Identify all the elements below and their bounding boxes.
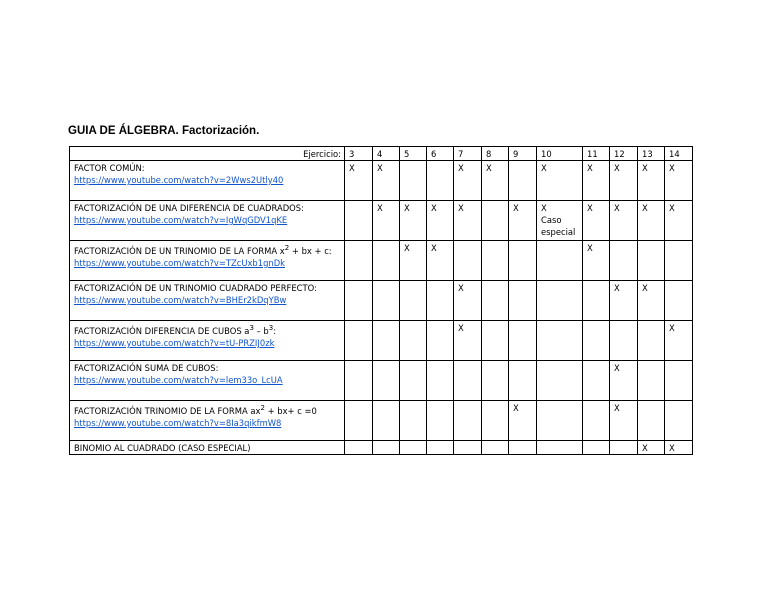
exercise-mark: X	[642, 203, 648, 213]
exercise-mark-cell	[345, 441, 373, 455]
table-row	[70, 201, 693, 241]
exercise-mark: X	[431, 243, 437, 253]
exercise-mark-cell	[638, 441, 665, 455]
topic-title-part: FACTORIZACIÓN DE UN TRINOMIO DE LA FORMA x	[74, 245, 285, 256]
column-header: 3	[345, 147, 373, 161]
exercise-mark-cell	[583, 361, 610, 401]
exercise-mark-cell	[665, 201, 693, 241]
exercise-mark-cell	[665, 361, 693, 401]
topic-title-part: FACTORIZACIÓN TRINOMIO DE LA FORMA ax	[74, 405, 261, 416]
exercise-mark-cell	[345, 201, 373, 241]
exercise-mark-cell	[509, 281, 537, 321]
exercise-mark-cell	[400, 401, 427, 441]
column-header: 6	[427, 147, 454, 161]
table-row	[70, 161, 693, 201]
exercise-mark-cell	[482, 201, 509, 241]
exercise-mark-cell	[454, 361, 482, 401]
exercise-mark-cell	[373, 281, 400, 321]
column-header: 13	[638, 147, 665, 161]
exercise-mark-cell	[610, 201, 638, 241]
exercise-mark-cell	[537, 441, 583, 455]
video-link[interactable]: https://www.youtube.com/watch?v=lem33o_LcUA	[74, 375, 283, 385]
exercise-mark: X	[587, 243, 593, 253]
topic-cell	[70, 321, 345, 361]
topic-title: BINOMIO AL CUADRADO (CASO ESPECIAL)	[74, 443, 251, 453]
exercise-mark: X	[669, 323, 675, 333]
page-title: GUIA DE ÁLGEBRA. Factorización.	[68, 125, 260, 137]
exercise-mark: X	[486, 163, 492, 173]
exercise-mark-cell	[427, 201, 454, 241]
video-link[interactable]: https://www.youtube.com/watch?v=BHEr2kDqYBw	[74, 295, 287, 305]
video-link[interactable]: https://www.youtube.com/watch?v=2Wws2Utly40	[74, 175, 284, 185]
exercise-mark-cell	[482, 161, 509, 201]
topic-title: FACTOR COMÚN:	[74, 163, 145, 173]
exercise-mark-cell	[610, 441, 638, 455]
exercise-mark: X	[642, 283, 648, 293]
exponent: 3	[249, 324, 254, 332]
exercise-mark: X	[404, 203, 410, 213]
column-header: 7	[454, 147, 482, 161]
exercise-mark-cell	[482, 241, 509, 281]
exercise-mark-cell	[583, 441, 610, 455]
exponent: 3	[268, 324, 274, 332]
exercise-mark: X	[669, 163, 675, 173]
exercise-mark-cell	[454, 281, 482, 321]
column-header: 9	[509, 147, 537, 161]
topic-title-part: FACTORIZACIÓN DIFERENCIA DE CUBOS a	[74, 325, 250, 336]
video-link[interactable]: https://www.youtube.com/watch?v=tU-PRZIJ0zk	[74, 337, 275, 348]
exercise-mark-cell	[509, 201, 537, 241]
topic-title-part: + bx + c:	[289, 245, 332, 256]
column-header: 4	[373, 147, 400, 161]
exercise-mark-cell	[537, 161, 583, 201]
exercise-mark-cell	[509, 361, 537, 401]
exercise-mark: X	[377, 163, 383, 173]
topic-cell	[70, 441, 345, 455]
topic-cell	[70, 401, 345, 441]
exercise-mark-cell	[454, 201, 482, 241]
exercise-mark-cell	[373, 241, 400, 281]
exercise-mark-cell	[373, 201, 400, 241]
exercise-mark: X	[614, 203, 620, 213]
exercise-mark-cell	[427, 281, 454, 321]
exercise-mark-cell	[638, 361, 665, 401]
exercise-mark-cell	[400, 321, 427, 361]
exercise-mark-cell	[537, 321, 583, 361]
exercise-mark: X	[513, 203, 519, 213]
exercise-mark-cell	[373, 441, 400, 455]
topic-title: FACTORIZACIÓN SUMA DE CUBOS:	[74, 363, 219, 373]
exercise-mark: X	[431, 203, 437, 213]
table-row	[70, 441, 693, 455]
exercise-mark-cell	[509, 241, 537, 281]
exponent: 2	[284, 244, 290, 252]
exercise-mark: X	[642, 163, 648, 173]
exercise-mark-cell	[454, 161, 482, 201]
exercise-mark-cell	[482, 361, 509, 401]
exercise-mark: X	[513, 403, 519, 413]
column-header: 5	[400, 147, 427, 161]
exercise-mark-cell	[610, 361, 638, 401]
exercise-mark-cell	[454, 321, 482, 361]
exercise-mark: X	[614, 403, 620, 413]
exercise-mark: X	[458, 203, 464, 213]
column-header: 8	[482, 147, 509, 161]
exercise-mark-cell	[345, 241, 373, 281]
exercise-mark-cell	[610, 401, 638, 441]
exercise-mark-cell	[427, 241, 454, 281]
exercise-mark-cell	[583, 241, 610, 281]
topic-title	[74, 246, 332, 256]
exercise-mark-cell	[400, 361, 427, 401]
exercise-mark-cell	[427, 401, 454, 441]
exercise-mark-cell	[583, 321, 610, 361]
exercise-mark-cell	[537, 361, 583, 401]
exercise-mark-cell	[345, 161, 373, 201]
exercise-mark-cell	[610, 241, 638, 281]
exercise-mark: X	[587, 163, 593, 173]
table-row	[70, 321, 693, 361]
exercise-mark-cell	[509, 401, 537, 441]
exercise-mark: X	[642, 443, 648, 453]
exercise-header-label: Ejercicio:	[70, 147, 345, 161]
topic-title-part: – b	[253, 325, 269, 336]
exercise-mark-cell	[454, 441, 482, 455]
exercise-mark-cell	[638, 321, 665, 361]
topic-title	[74, 326, 276, 336]
exercise-mark: X	[587, 203, 593, 213]
exercise-mark-cell	[537, 401, 583, 441]
exercise-mark-cell	[400, 241, 427, 281]
exercise-mark-cell	[583, 281, 610, 321]
exercise-mark-cell	[610, 161, 638, 201]
table-row	[70, 361, 693, 401]
exercise-mark: X	[349, 163, 355, 173]
exercise-mark: X	[614, 283, 620, 293]
special-case-note: Caso especial	[541, 215, 576, 237]
exercise-mark-cell	[537, 201, 583, 241]
exponent: 2	[260, 404, 265, 412]
exercise-mark: X	[404, 243, 410, 253]
exercise-mark-cell	[638, 161, 665, 201]
exercise-mark-cell	[345, 361, 373, 401]
topic-title	[74, 406, 317, 416]
exercise-mark: X	[614, 363, 620, 373]
exercise-mark-cell	[400, 281, 427, 321]
exercise-mark-cell	[638, 401, 665, 441]
exercise-mark-cell	[665, 321, 693, 361]
exercise-mark-cell	[482, 401, 509, 441]
column-header: 14	[665, 147, 693, 161]
exercise-mark-cell	[638, 281, 665, 321]
exercise-mark: X	[458, 323, 464, 333]
exercise-mark-cell	[638, 241, 665, 281]
topic-cell	[70, 201, 345, 241]
exercise-mark: X	[669, 443, 675, 453]
exercise-mark-cell	[665, 161, 693, 201]
video-link[interactable]: https://www.youtube.com/watch?v=IgWqGDV1qKE	[74, 215, 288, 225]
exercise-mark-cell	[454, 401, 482, 441]
exercise-mark-cell	[537, 281, 583, 321]
table-row	[70, 241, 693, 281]
exercise-mark-cell	[482, 441, 509, 455]
exercise-mark-cell	[373, 321, 400, 361]
exercise-mark-cell	[583, 401, 610, 441]
exercise-mark: X	[541, 163, 547, 173]
exercise-mark-cell	[509, 441, 537, 455]
exercise-mark-cell	[537, 241, 583, 281]
exercise-mark-cell	[509, 161, 537, 201]
exercise-mark-cell	[345, 281, 373, 321]
exercise-mark-cell	[345, 321, 373, 361]
exercise-mark: X	[541, 203, 547, 213]
exercise-mark-cell	[583, 201, 610, 241]
exercise-mark-cell	[373, 161, 400, 201]
column-header: 11	[583, 147, 610, 161]
exercise-mark-cell	[509, 321, 537, 361]
exercise-mark-cell	[482, 321, 509, 361]
exercise-mark-cell	[610, 281, 638, 321]
exercise-mark-cell	[400, 161, 427, 201]
table-row	[70, 401, 693, 441]
exercise-mark: X	[458, 163, 464, 173]
exercise-mark: X	[377, 203, 383, 213]
exercise-mark-cell	[454, 241, 482, 281]
exercise-mark-cell	[427, 321, 454, 361]
topic-cell	[70, 241, 345, 281]
table-row	[70, 281, 693, 321]
exercise-mark-cell	[638, 201, 665, 241]
topic-cell	[70, 161, 345, 201]
exercise-mark-cell	[345, 401, 373, 441]
exercise-mark-cell	[665, 241, 693, 281]
exercise-mark-cell	[427, 441, 454, 455]
topic-cell	[70, 281, 345, 321]
exercise-mark: X	[669, 203, 675, 213]
table-header-row	[70, 147, 693, 161]
topic-title-part: :	[273, 325, 277, 336]
exercise-mark-cell	[373, 401, 400, 441]
exercise-table	[69, 146, 693, 455]
topic-cell	[70, 361, 345, 401]
exercise-mark-cell	[665, 441, 693, 455]
column-header: 10	[537, 147, 583, 161]
exercise-mark-cell	[400, 201, 427, 241]
exercise-mark: X	[614, 163, 620, 173]
topic-title-part: + bx+ c =0	[264, 405, 317, 416]
topic-title: FACTORIZACIÓN DE UNA DIFERENCIA DE CUADRADOS:	[74, 203, 304, 213]
exercise-mark-cell	[427, 361, 454, 401]
exercise-mark-cell	[482, 281, 509, 321]
exercise-mark-cell	[610, 321, 638, 361]
topic-title: FACTORIZACIÓN DE UN TRINOMIO CUADRADO PERFECTO:	[74, 283, 317, 293]
exercise-mark-cell	[665, 281, 693, 321]
exercise-mark-cell	[583, 161, 610, 201]
exercise-mark-cell	[427, 161, 454, 201]
column-header: 12	[610, 147, 638, 161]
video-link[interactable]: https://www.youtube.com/watch?v=TZcUxb1gnDk	[74, 257, 285, 268]
video-link[interactable]: https://www.youtube.com/watch?v=8Ia3qikfmW8	[74, 417, 282, 428]
exercise-mark-cell	[373, 361, 400, 401]
exercise-mark-cell	[400, 441, 427, 455]
exercise-mark-cell	[665, 401, 693, 441]
exercise-mark: X	[458, 283, 464, 293]
